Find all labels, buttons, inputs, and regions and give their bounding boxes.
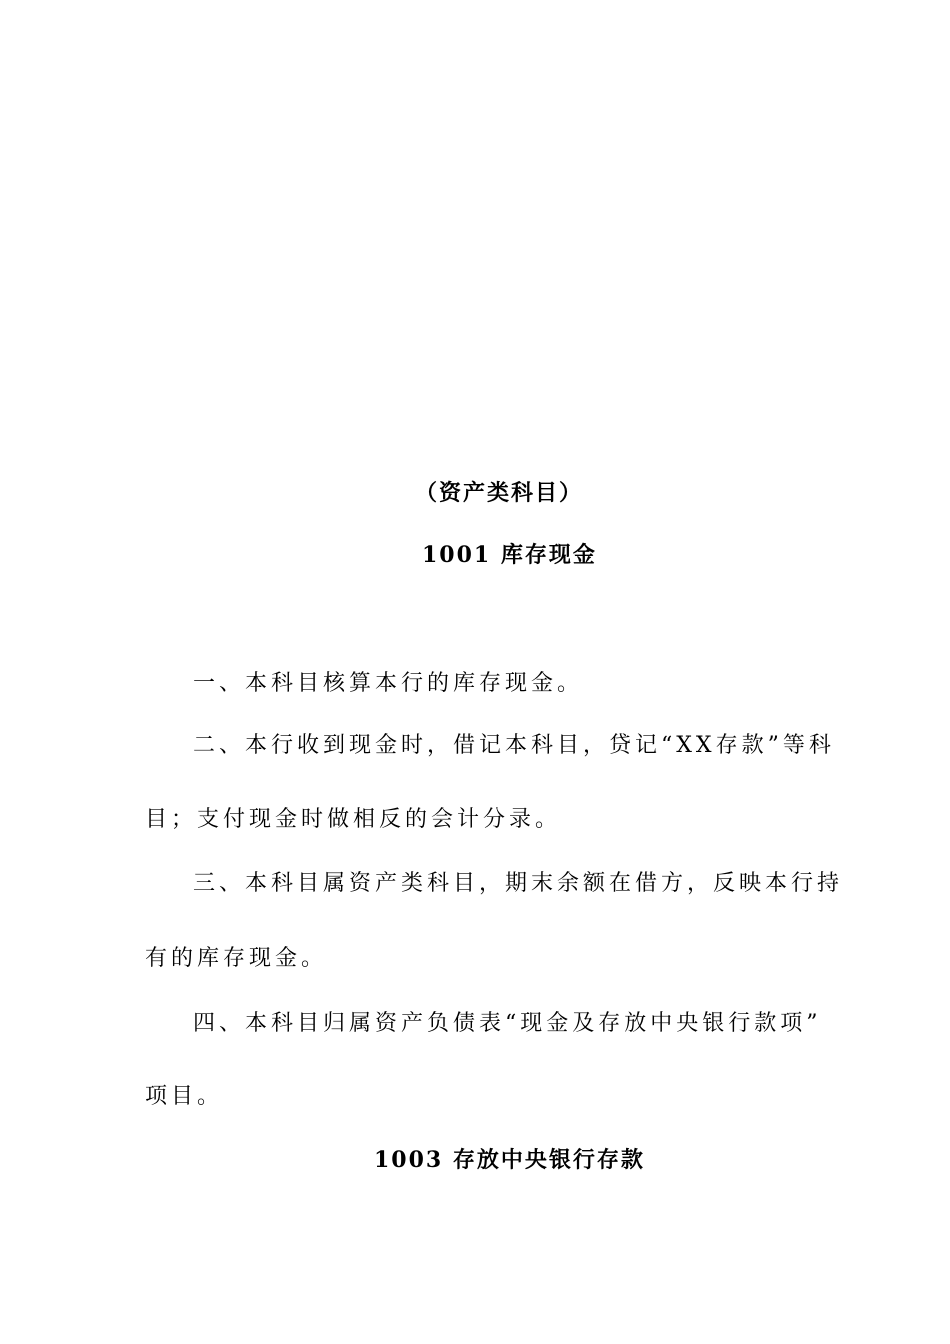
paragraph-3-line-2: 有的库存现金。: [145, 946, 328, 971]
paragraph-2-line-2: 目；支付现金时做相反的会计分录。: [145, 807, 562, 832]
paragraph-1-line-1: 一、本科目核算本行的库存现金。: [193, 671, 584, 696]
paragraph-4-line-2: 项目。: [145, 1084, 224, 1109]
paragraph-2-line-1: 二、本行收到现金时，借记本科目，贷记“XX存款”等科: [193, 733, 835, 758]
section-title-1003: 1003 存放中央银行存款: [374, 1147, 645, 1173]
paragraph-3-line-1: 三、本科目属资产类科目，期末余额在借方，反映本行持: [193, 871, 844, 896]
paragraph-4-line-1: 四、本科目归属资产负债表“现金及存放中央银行款项”: [193, 1011, 822, 1036]
category-heading: （资产类科目）: [415, 480, 584, 506]
section-title-1001: 1001 库存现金: [422, 542, 597, 568]
